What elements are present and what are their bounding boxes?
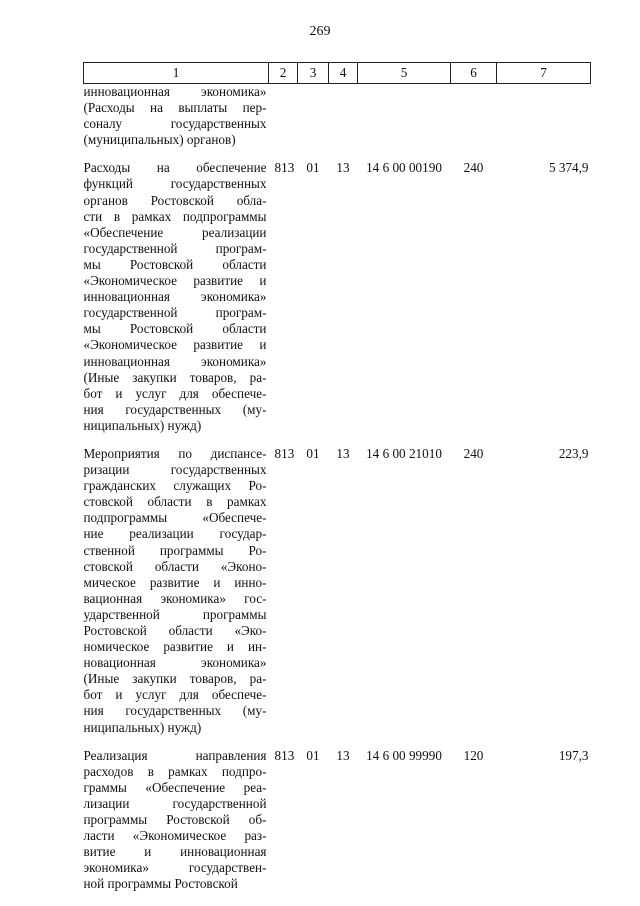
description-line: Расходы на обеспечение [83, 160, 267, 176]
description-line: ласти «Экономическое раз- [83, 828, 267, 844]
description-line: ние реализации государ- [83, 526, 267, 542]
subsection-code: 13 [336, 445, 350, 461]
description-line: Ростовской области «Эко- [83, 623, 267, 638]
subsection-code [329, 84, 358, 149]
expense-type-code: 120 [463, 747, 484, 763]
description-line: (муниципальных) органов) [83, 132, 236, 148]
description-line: расходов в рамках подпро- [83, 763, 267, 779]
description-line: функций государственных [83, 176, 267, 192]
budget-table [83, 62, 591, 893]
page-number: 269 [309, 24, 331, 39]
description-line: ризации государственных [83, 462, 267, 478]
row-description [84, 736, 269, 893]
table-header-row [84, 63, 591, 84]
description-line: мы Ростовской области [83, 321, 267, 337]
description-line: программы Ростовской об- [83, 812, 267, 828]
description-line: экономика» государствен- [83, 860, 267, 876]
description-line: инновационная экономика» [83, 289, 267, 305]
target-article-code: 14 6 00 21010 [366, 445, 442, 461]
description-line: номическое развитие и ин- [83, 639, 267, 655]
description-line: гражданских служащих Ро- [83, 478, 267, 494]
description-line: государственной програм- [83, 305, 267, 321]
description-line: соналу государственных [83, 116, 267, 132]
description-line: бот и услуг для обеспече- [83, 385, 267, 401]
table-row [84, 148, 591, 434]
column-header-3: 3 [298, 63, 329, 84]
description-line: мическое развитие и инно- [83, 574, 267, 590]
column-header-4: 4 [329, 63, 358, 84]
description-line: граммы «Обеспечение реа- [83, 779, 267, 795]
description-line: (Иные закупки товаров, ра- [83, 369, 267, 385]
table-row [84, 84, 591, 149]
amount-value [497, 84, 591, 149]
description-line: витие и инновационная [83, 844, 267, 860]
subsection-code: 13 [336, 160, 350, 176]
description-line: стовской области «Эконо- [83, 558, 267, 574]
description-line: инновационная экономика» [83, 84, 267, 99]
amount-value: 5 374,9 [548, 160, 589, 176]
description-line: стовской области в рамках [83, 494, 267, 510]
target-article-code: 14 6 00 00190 [366, 160, 442, 176]
description-line: органов Ростовской обла- [83, 192, 267, 208]
description-line: подпрограммы «Обеспече- [83, 510, 267, 526]
row-description [84, 434, 269, 736]
description-line: ния государственных (му- [83, 401, 267, 417]
ministry-code: 813 [274, 445, 295, 461]
description-line: ниципальных) нужд) [83, 719, 202, 735]
description-line: новационная экономика» [83, 655, 267, 671]
description-line: лизации государственной [83, 795, 267, 811]
target-article-code [358, 84, 451, 149]
ministry-code [269, 84, 298, 149]
amount-value: 197,3 [558, 747, 589, 763]
subsection-code: 13 [336, 747, 350, 763]
description-line: мы Ростовской области [83, 256, 267, 272]
description-line: «Экономическое развитие и [83, 273, 267, 289]
description-line: государственной програм- [83, 240, 267, 256]
column-header-5: 5 [358, 63, 451, 84]
column-header-2: 2 [269, 63, 298, 84]
description-line: «Экономическое развитие и [83, 337, 267, 353]
table-row [84, 736, 591, 893]
description-line: Мероприятия по диспансе- [83, 445, 267, 461]
column-header-7: 7 [497, 63, 591, 84]
description-line: ниципальных) нужд) [83, 417, 202, 433]
description-line: (Иные закупки товаров, ра- [83, 671, 267, 687]
expense-type-code: 240 [463, 445, 484, 461]
description-line: ственной программы Ро- [83, 542, 267, 558]
row-description [84, 148, 269, 434]
description-line: инновационная экономика» [83, 353, 267, 369]
target-article-code: 14 6 00 99990 [366, 747, 442, 763]
description-line: вационная экономика» гос- [83, 590, 267, 606]
description-line: «Обеспечение реализации [83, 224, 267, 240]
section-code: 01 [306, 747, 320, 763]
table-row [84, 434, 591, 736]
description-line: ной программы Ростовской [83, 876, 238, 892]
section-code: 01 [306, 160, 320, 176]
description-line: бот и услуг для обеспече- [83, 687, 267, 703]
description-line: (Расходы на выплаты пер- [83, 100, 267, 116]
section-code [298, 84, 329, 149]
ministry-code: 813 [274, 747, 295, 763]
amount-value: 223,9 [558, 445, 589, 461]
ministry-code: 813 [274, 160, 295, 176]
description-line: Реализация направления [83, 747, 267, 763]
column-header-1: 1 [84, 63, 269, 84]
column-header-6: 6 [451, 63, 497, 84]
description-line: сти в рамках подпрограммы [83, 208, 267, 224]
description-line: ударственной программы [83, 606, 267, 622]
expense-type-code [451, 84, 497, 149]
row-description [84, 84, 269, 149]
description-line: ния государственных (му- [83, 703, 267, 719]
expense-type-code: 240 [463, 160, 484, 176]
section-code: 01 [306, 445, 320, 461]
